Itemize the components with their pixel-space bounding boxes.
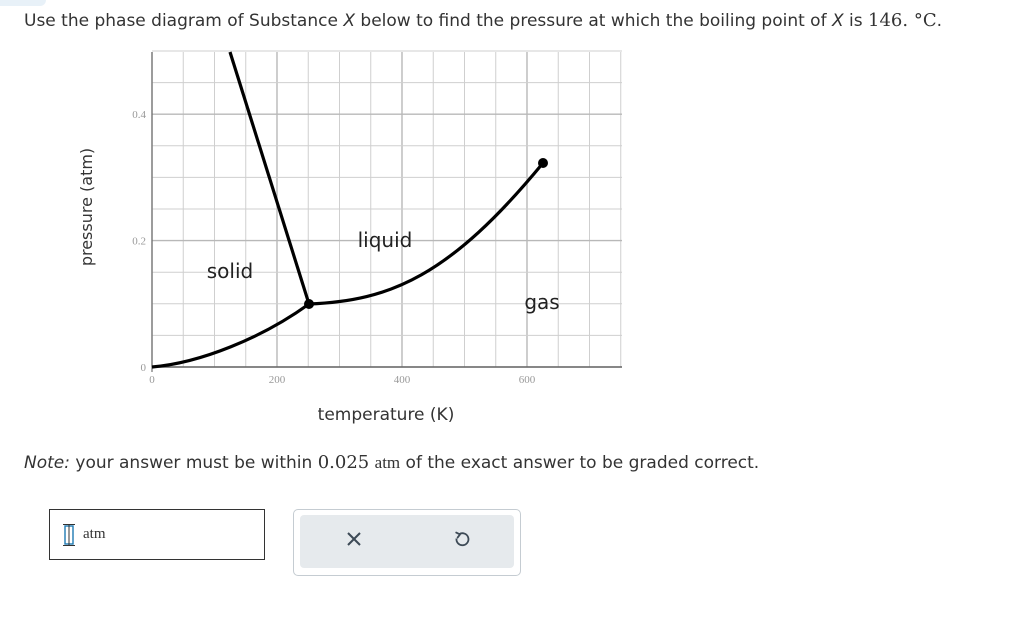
x-axis-title: temperature (K) xyxy=(317,405,455,425)
critical-point xyxy=(538,158,548,168)
y-tick-labels xyxy=(132,109,146,374)
note-text: of the exact answer to be graded correct. xyxy=(400,453,760,473)
question-text: below to find the pressure at which the boiling point of xyxy=(355,11,832,31)
answer-unit-label: atm xyxy=(83,526,106,542)
substance-variable: X xyxy=(343,11,355,31)
region-label-liquid: liquid xyxy=(357,228,413,252)
tolerance-unit: atm xyxy=(374,453,401,472)
action-panel xyxy=(293,509,521,576)
x-tick-label: 200 xyxy=(268,374,286,386)
diagram-axes xyxy=(152,52,622,372)
y-tick-label: 0 xyxy=(140,362,146,374)
note-text: your answer must be within xyxy=(69,453,318,473)
x-tick-label: 600 xyxy=(518,374,536,386)
question-text: is xyxy=(843,11,869,31)
undo-button[interactable] xyxy=(445,523,479,555)
question-text: Use the phase diagram of Substance xyxy=(24,11,344,31)
action-panel-background xyxy=(300,515,514,568)
triple-point xyxy=(304,299,314,309)
region-label-solid: solid xyxy=(206,259,254,283)
y-tick-label: 0.2 xyxy=(132,235,146,248)
x-tick-label: 400 xyxy=(393,374,411,386)
substance-variable: X xyxy=(831,11,844,31)
answer-box[interactable] xyxy=(49,509,265,560)
boiling-temperature-value: 146. °C xyxy=(868,10,937,31)
x-tick-label: 0 xyxy=(149,374,155,386)
x-tick-labels xyxy=(149,374,536,386)
answer-input[interactable] xyxy=(62,523,76,547)
note-label: Note: xyxy=(24,453,70,473)
clear-button[interactable] xyxy=(337,523,371,555)
tolerance-value: 0.025 xyxy=(317,452,370,473)
y-axis-title: pressure (atm) xyxy=(77,147,96,267)
vaporization-curve xyxy=(309,163,543,304)
y-tick-label: 0.4 xyxy=(132,109,146,122)
question-text: . xyxy=(936,11,942,31)
x-icon xyxy=(345,530,363,548)
undo-icon xyxy=(452,529,472,549)
tolerance-note xyxy=(24,452,759,473)
region-label-gas: gas xyxy=(524,290,560,314)
diagram-grid xyxy=(152,51,622,367)
